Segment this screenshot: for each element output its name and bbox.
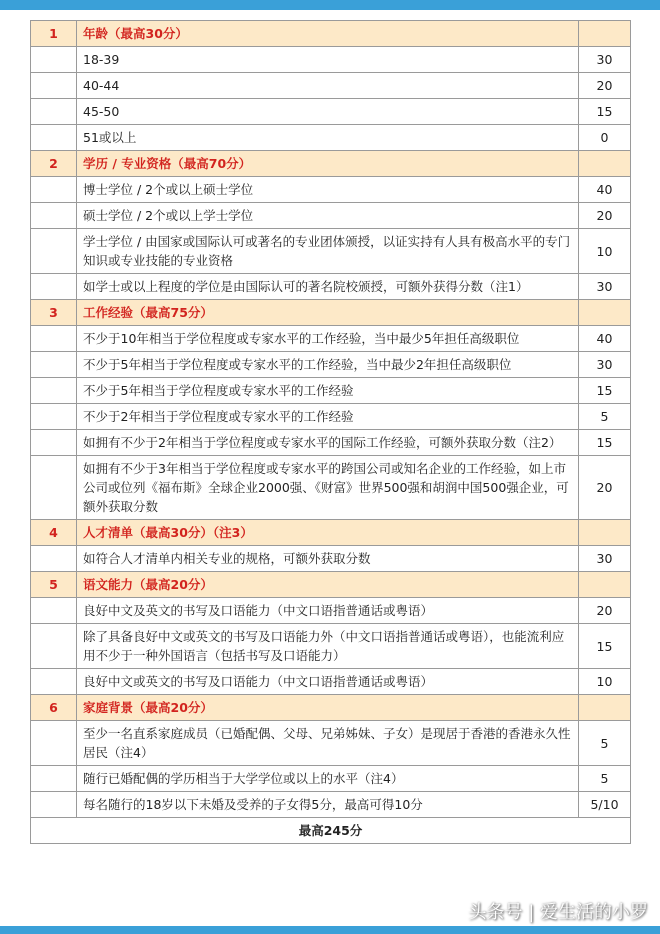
score-cell: 30 <box>579 274 631 300</box>
section-header-row <box>31 21 631 47</box>
score-cell: 30 <box>579 352 631 378</box>
table-row <box>31 73 631 99</box>
row-number-cell <box>31 99 77 125</box>
criterion-cell: 学士学位 / 由国家或国际认可或著名的专业团体颁授，以证实持有人具有极高水平的专门知识或专业技能的专业资格 <box>77 229 579 274</box>
row-number-cell <box>31 203 77 229</box>
criterion-cell: 除了具备良好中文或英文的书写及口语能力外（中文口语指普通话或粤语），也能流利应用不少于一种外国语言（包括书写及口语能力） <box>77 624 579 669</box>
score-cell: 20 <box>579 456 631 520</box>
criterion-cell: 51或以上 <box>77 125 579 151</box>
section-score-cell <box>579 572 631 598</box>
score-cell: 15 <box>579 430 631 456</box>
row-number-cell <box>31 326 77 352</box>
row-number-cell <box>31 404 77 430</box>
row-number-cell <box>31 352 77 378</box>
score-cell: 15 <box>579 99 631 125</box>
row-number-cell <box>31 378 77 404</box>
row-number-cell <box>31 624 77 669</box>
table-row <box>31 456 631 520</box>
criterion-cell: 每名随行的18岁以下未婚及受养的子女得5分，最高可得10分 <box>77 792 579 818</box>
section-number: 2 <box>31 151 77 177</box>
row-number-cell <box>31 430 77 456</box>
section-header-row <box>31 520 631 546</box>
section-score-cell <box>579 695 631 721</box>
score-cell: 30 <box>579 47 631 73</box>
section-number: 5 <box>31 572 77 598</box>
section-header-row <box>31 300 631 326</box>
criterion-cell: 不少于5年相当于学位程度或专家水平的工作经验 <box>77 378 579 404</box>
criterion-cell: 硕士学位 / 2个或以上学士学位 <box>77 203 579 229</box>
table-row <box>31 669 631 695</box>
criterion-cell: 至少一名直系家庭成员（已婚配偶、父母、兄弟姊妹、子女）是现居于香港的香港永久性居民（注4） <box>77 721 579 766</box>
score-cell: 40 <box>579 326 631 352</box>
row-number-cell <box>31 766 77 792</box>
criterion-cell: 良好中文或英文的书写及口语能力（中文口语指普通话或粤语） <box>77 669 579 695</box>
section-header-row <box>31 151 631 177</box>
table-row <box>31 546 631 572</box>
score-cell: 30 <box>579 546 631 572</box>
section-header-row <box>31 572 631 598</box>
table-row <box>31 792 631 818</box>
criterion-cell: 良好中文及英文的书写及口语能力（中文口语指普通话或粤语） <box>77 598 579 624</box>
table-row <box>31 430 631 456</box>
top-accent-border <box>0 0 660 10</box>
section-title: 语文能力（最高20分） <box>77 572 579 598</box>
points-table-body <box>31 21 631 844</box>
score-cell: 20 <box>579 598 631 624</box>
row-number-cell <box>31 274 77 300</box>
criterion-cell: 如学士或以上程度的学位是由国际认可的著名院校颁授，可额外获得分数（注1） <box>77 274 579 300</box>
section-score-cell <box>579 300 631 326</box>
table-row <box>31 177 631 203</box>
section-score-cell <box>579 21 631 47</box>
table-row <box>31 624 631 669</box>
section-title: 年龄（最高30分） <box>77 21 579 47</box>
row-number-cell <box>31 669 77 695</box>
score-cell: 15 <box>579 624 631 669</box>
row-number-cell <box>31 456 77 520</box>
score-cell: 5 <box>579 404 631 430</box>
row-number-cell <box>31 792 77 818</box>
criterion-cell: 不少于10年相当于学位程度或专家水平的工作经验，当中最少5年担任高级职位 <box>77 326 579 352</box>
table-row <box>31 125 631 151</box>
section-score-cell <box>579 520 631 546</box>
row-number-cell <box>31 73 77 99</box>
criterion-cell: 40-44 <box>77 73 579 99</box>
criterion-cell: 如拥有不少于2年相当于学位程度或专家水平的国际工作经验，可额外获取分数（注2） <box>77 430 579 456</box>
row-number-cell <box>31 546 77 572</box>
criterion-cell: 博士学位 / 2个或以上硕士学位 <box>77 177 579 203</box>
section-title: 学历 / 专业资格（最高70分） <box>77 151 579 177</box>
table-row <box>31 326 631 352</box>
table-row <box>31 378 631 404</box>
bottom-accent-border <box>0 926 660 934</box>
table-row <box>31 721 631 766</box>
row-number-cell <box>31 47 77 73</box>
criterion-cell: 不少于2年相当于学位程度或专家水平的工作经验 <box>77 404 579 430</box>
row-number-cell <box>31 229 77 274</box>
points-table <box>30 20 631 844</box>
criterion-cell: 18-39 <box>77 47 579 73</box>
total-row <box>31 818 631 844</box>
row-number-cell <box>31 177 77 203</box>
row-number-cell <box>31 125 77 151</box>
table-row <box>31 47 631 73</box>
total-label: 最高245分 <box>31 818 631 844</box>
section-number: 1 <box>31 21 77 47</box>
section-title: 人才清单（最高30分）（注3） <box>77 520 579 546</box>
table-row <box>31 99 631 125</box>
section-number: 6 <box>31 695 77 721</box>
criterion-cell: 随行已婚配偶的学历相当于大学学位或以上的水平（注4） <box>77 766 579 792</box>
score-cell: 0 <box>579 125 631 151</box>
score-cell: 20 <box>579 203 631 229</box>
criterion-cell: 45-50 <box>77 99 579 125</box>
section-number: 3 <box>31 300 77 326</box>
score-cell: 10 <box>579 669 631 695</box>
section-score-cell <box>579 151 631 177</box>
score-cell: 20 <box>579 73 631 99</box>
criterion-cell: 不少于5年相当于学位程度或专家水平的工作经验，当中最少2年担任高级职位 <box>77 352 579 378</box>
table-row <box>31 404 631 430</box>
score-cell: 5 <box>579 766 631 792</box>
watermark: 头条号 | 爱生活的小罗 <box>468 902 648 923</box>
table-row <box>31 203 631 229</box>
section-title: 工作经验（最高75分） <box>77 300 579 326</box>
table-row <box>31 229 631 274</box>
section-number: 4 <box>31 520 77 546</box>
criterion-cell: 如拥有不少于3年相当于学位程度或专家水平的跨国公司或知名企业的工作经验，如上市公司或位列《福布斯》全球企业2000强、《财富》世界500强和胡润中国500强企业，可额外获取分数 <box>77 456 579 520</box>
section-title: 家庭背景（最高20分） <box>77 695 579 721</box>
score-cell: 40 <box>579 177 631 203</box>
table-row <box>31 352 631 378</box>
table-row <box>31 598 631 624</box>
score-cell: 10 <box>579 229 631 274</box>
table-row <box>31 274 631 300</box>
score-cell: 15 <box>579 378 631 404</box>
row-number-cell <box>31 598 77 624</box>
table-row <box>31 766 631 792</box>
score-cell: 5/10 <box>579 792 631 818</box>
section-header-row <box>31 695 631 721</box>
score-cell: 5 <box>579 721 631 766</box>
criterion-cell: 如符合人才清单内相关专业的规格，可额外获取分数 <box>77 546 579 572</box>
row-number-cell <box>31 721 77 766</box>
